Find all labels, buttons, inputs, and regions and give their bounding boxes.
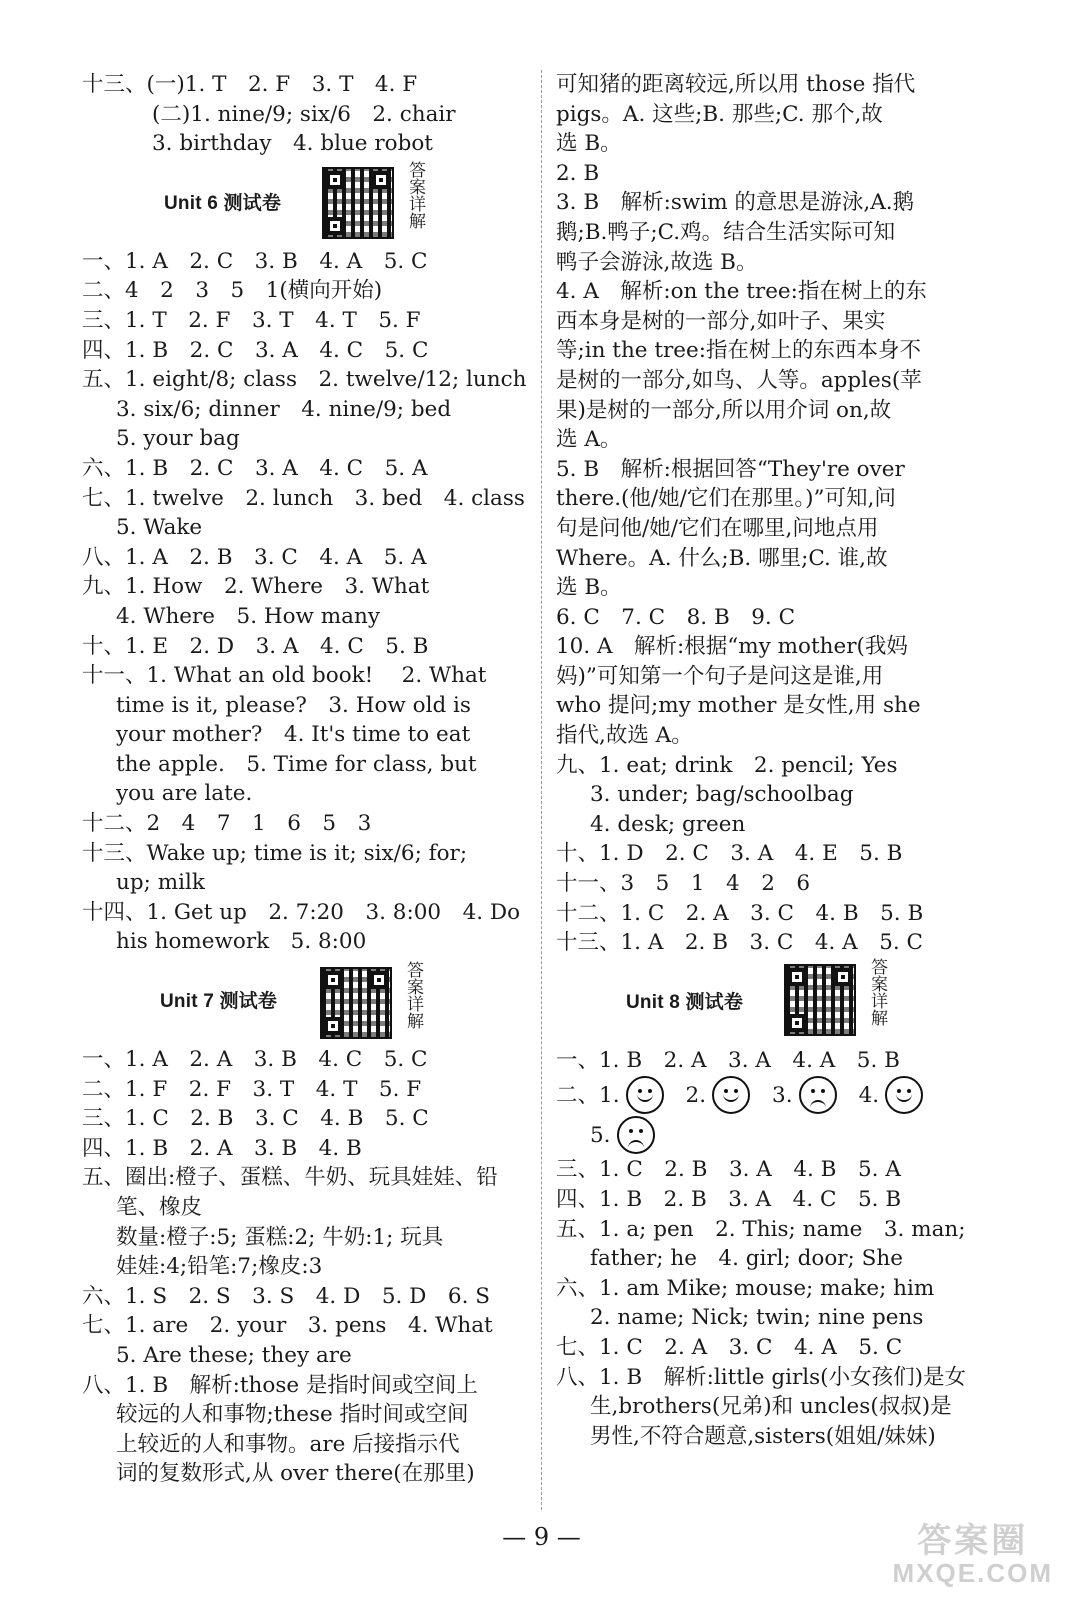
answer-line: 3. birthday 4. blue robot (152, 131, 433, 157)
answer-line: 七、1. C 2. A 3. C 4. A 5. C (556, 1334, 903, 1360)
answer-line: 可知猪的距离较远,所以用 those 指代 (556, 72, 916, 97)
answer-line: 一、1. A 2. A 3. B 4. C 5. C (82, 1047, 428, 1073)
left-column (82, 70, 527, 1489)
answer-line: pigs。A. 这些;B. 那些;C. 那个,故 (556, 101, 883, 127)
answer-line: 上较近的人和事物。are 后接指示代 (116, 1431, 460, 1457)
answer-line: 一、1. A 2. C 3. B 4. A 5. C (82, 248, 428, 274)
answer-line: 2. B (556, 160, 600, 186)
answer-line: 5. Are these; they are (116, 1342, 352, 1368)
face-item (859, 1076, 946, 1114)
answer-line: 果)是树的一部分,所以用介词 on,故 (556, 397, 892, 423)
answer-line: 选 B。 (556, 575, 622, 601)
answer-line: 九、1. eat; drink 2. pencil; Yes (556, 752, 898, 778)
sad-face-icon (799, 1076, 837, 1114)
answer-line: 选 B。 (556, 131, 622, 157)
answer-line: the apple. 5. Time for class, but (116, 751, 477, 777)
answer-line: 生,brothers(兄弟)和 uncles(叔叔)是 (590, 1394, 952, 1420)
face-item (590, 1116, 677, 1154)
watermark-text-top: 答案圈 (917, 1522, 1029, 1560)
answer-line: 十二、1. C 2. A 3. C 4. B 5. B (556, 900, 924, 926)
answer-line: 十三、1. A 2. B 3. C 4. A 5. C (556, 930, 923, 956)
answer-line: 句是问他/她/它们在哪里,问地点用 (556, 515, 879, 541)
unit8-answers (556, 1155, 1008, 1451)
answer-line: time is it, please? 3. How old is (116, 692, 471, 718)
answer-line: 鸭子会游泳,故选 B。 (556, 249, 758, 275)
answer-line: 4. Where 5. How many (116, 603, 380, 629)
answer-line: 指代,故选 A。 (556, 723, 693, 749)
answer-line: 二、4 2 3 5 1(横向开始) (82, 278, 383, 304)
faces-row-1 (556, 1075, 1008, 1115)
answer-line: 八、1. B 解析:those 是指时间或空间上 (82, 1372, 478, 1398)
answer-line: up; milk (116, 870, 205, 896)
faces-group (590, 1116, 677, 1154)
answer-line: 四、1. B 2. A 3. B 4. B (82, 1135, 362, 1161)
answer-line: 等;in the tree:指在树上的东西本身不 (556, 338, 921, 364)
answer-line: 10. A 解析:根据“my mother(我妈 (556, 634, 908, 660)
answer-line: 是树的一部分,如鸟、人等。apples(苹 (556, 367, 922, 393)
watermark-text-bottom: MXQE.COM (892, 1558, 1053, 1588)
answer-line: 五、1. eight/8; class 2. twelve/12; lunch (82, 367, 527, 393)
column-divider (541, 70, 543, 1510)
answer-line: 5. Wake (116, 515, 203, 541)
happy-face-icon (712, 1076, 750, 1114)
qr-note: 答案详解 (403, 961, 423, 1030)
answer-line: 4. desk; green (590, 811, 746, 837)
answer-line: 五、圈出:橙子、蛋糕、牛奶、玩具娃娃、铅 (82, 1165, 498, 1191)
qr-code-icon[interactable] (320, 967, 392, 1039)
face-label: 4. (858, 1082, 880, 1108)
unit8-title: Unit 8 测试卷 (626, 992, 744, 1014)
answer-line: 妈)”可知第一个句子是问这是谁,用 (556, 663, 884, 689)
page-number: — 9 — (502, 1523, 581, 1551)
answer-line: 十、1. E 2. D 3. A 4. C 5. B (82, 633, 429, 659)
faces-group (599, 1076, 945, 1114)
answer-line: 七、1. are 2. your 3. pens 4. What (82, 1313, 493, 1339)
answer-line: 十一、3 5 1 4 2 6 (556, 871, 811, 897)
answer-line: 二、1. F 2. F 3. T 4. T 5. F (82, 1076, 422, 1102)
unit6-header (82, 159, 524, 247)
answer-line: his homework 5. 8:00 (116, 929, 367, 955)
answer-line: 六、1. am Mike; mouse; make; him (556, 1275, 935, 1301)
right-column (556, 70, 1008, 1451)
answer-line: you are late. (116, 781, 253, 807)
answer-line: 3. under; bag/schoolbag (590, 782, 854, 808)
faces-row-2 (556, 1115, 1008, 1155)
unit8-header (556, 958, 1008, 1046)
answer-line: 4. A 解析:on the tree:指在树上的东 (556, 279, 927, 305)
answer-line: 九、1. How 2. Where 3. What (82, 574, 430, 600)
answer-line: 3. six/6; dinner 4. nine/9; bed (116, 396, 452, 422)
answer-line: 一、1. B 2. A 3. A 4. A 5. B (556, 1047, 900, 1073)
happy-face-icon (626, 1076, 664, 1114)
face-label: 5. (590, 1122, 611, 1148)
answer-line: who 提问;my mother 是女性,用 she (556, 693, 921, 719)
answer-line: 3. B 解析:swim 的意思是游泳,A.鹅 (556, 190, 915, 216)
answer-line: 十三、(一)1. T 2. F 3. T 4. F (82, 72, 418, 97)
answer-line: (二)1. nine/9; six/6 2. chair (152, 101, 456, 127)
answer-line: 六、1. B 2. C 3. A 4. C 5. A (82, 455, 428, 481)
unit6-title: Unit 6 测试卷 (164, 193, 282, 215)
answer-line: 四、1. B 2. C 3. A 4. C 5. C (82, 337, 429, 363)
answer-line: 十三、Wake up; time is it; six/6; for; (82, 840, 468, 866)
happy-face-icon (885, 1076, 923, 1114)
answer-line: 三、1. C 2. B 3. C 4. B 5. C (82, 1106, 429, 1132)
answer-line: 5. B 解析:根据回答“They're over (556, 456, 905, 482)
answer-line: 十四、1. Get up 2. 7:20 3. 8:00 4. Do (82, 899, 521, 925)
face-label: 3. (772, 1082, 793, 1108)
answer-line: 四、1. B 2. B 3. A 4. C 5. B (556, 1187, 902, 1212)
answer-line: 2. name; Nick; twin; nine pens (590, 1305, 924, 1331)
answer-line: 词的复数形式,从 over there(在那里) (116, 1461, 475, 1487)
unit6-answers (82, 247, 527, 957)
answer-line: 十一、1. What an old book! 2. What (82, 663, 487, 689)
answer-line: 娃娃:4;铅笔:7;橡皮:3 (116, 1254, 323, 1280)
face-item (686, 1076, 773, 1114)
answer-line: 较远的人和事物;these 指时间或空间 (116, 1402, 469, 1428)
answer-line: your mother? 4. It's time to eat (116, 722, 471, 748)
face-item (599, 1076, 686, 1114)
answer-line: 三、1. C 2. B 3. A 4. B 5. A (556, 1157, 901, 1183)
answer-line: 三、1. T 2. F 3. T 4. T 5. F (82, 307, 421, 333)
answer-line: there.(他/她/它们在那里。)”可知,问 (556, 486, 896, 512)
sad-face-icon (617, 1116, 655, 1154)
unit7-header (82, 957, 524, 1045)
faces-prefix: 二、 (556, 1082, 600, 1108)
qr-note: 答案详解 (405, 160, 425, 229)
answer-line: father; he 4. girl; door; She (590, 1246, 903, 1272)
face-item (772, 1076, 859, 1114)
qr-code-icon[interactable] (322, 167, 394, 239)
answer-line: 6. C 7. C 8. B 9. C (556, 604, 796, 630)
answer-line: 5. your bag (116, 426, 240, 452)
watermark-logo (893, 1524, 1053, 1586)
qr-code-icon[interactable] (784, 964, 856, 1036)
answer-line: 笔、橡皮 (116, 1195, 203, 1220)
answer-line: Where。A. 什么;B. 哪里;C. 谁,故 (556, 545, 888, 571)
unit7-answers-continued (556, 70, 1008, 958)
unit7-answers (82, 1045, 524, 1489)
unit7-title: Unit 7 测试卷 (160, 991, 278, 1013)
answer-line: 男性,不符合题意,sisters(姐姐/妹妹) (590, 1423, 936, 1449)
answer-line: 十、1. D 2. C 3. A 4. E 5. B (556, 841, 903, 867)
answer-line: 十二、2 4 7 1 6 5 3 (82, 811, 372, 837)
answer-line: 选 A。 (556, 427, 622, 453)
answer-line: 西本身是树的一部分,如叶子、果实 (556, 308, 886, 334)
answer-line: 六、1. S 2. S 3. S 4. D 5. D 6. S (82, 1283, 490, 1309)
answer-line: 鹅;B.鸭子;C.鸡。结合生活实际可知 (556, 219, 896, 245)
answer-line: 八、1. A 2. B 3. C 4. A 5. A (82, 544, 427, 570)
face-label: 1. (599, 1082, 620, 1108)
face-label: 2. (685, 1082, 707, 1108)
qr-note: 答案详解 (867, 957, 887, 1026)
answer-line: 数量:橙子:5; 蛋糕:2; 牛奶:1; 玩具 (116, 1224, 444, 1250)
answer-line: 七、1. twelve 2. lunch 3. bed 4. class (82, 485, 525, 511)
answer-line: 五、1. a; pen 2. This; name 3. man; (556, 1216, 966, 1242)
answer-line: 八、1. B 解析:little girls(小女孩们)是女 (556, 1364, 966, 1390)
